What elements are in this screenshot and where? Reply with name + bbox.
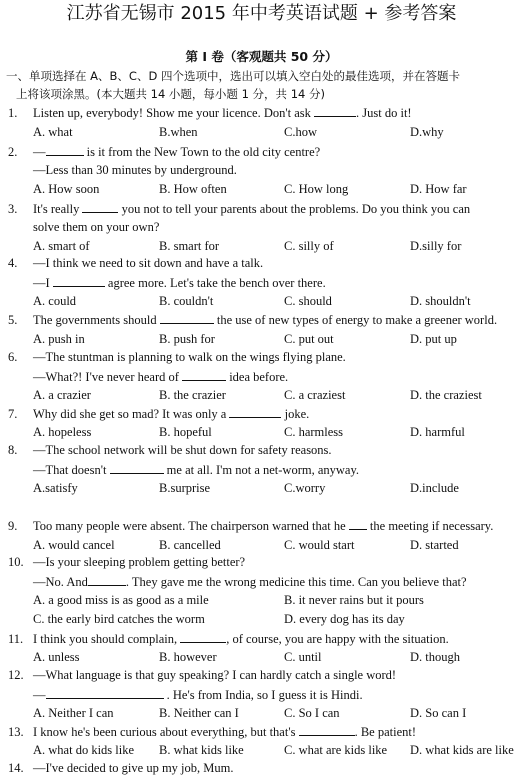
answer-blank (110, 461, 164, 474)
page-title: 江苏省无锡市 2015 年中考英语试题 + 参考答案 (66, 3, 457, 24)
question-line (8, 255, 263, 271)
answer-option: D.include (410, 481, 459, 495)
question-text: . Be patient! (354, 725, 417, 739)
answer-option: D. So can I (410, 706, 467, 720)
answer-option: A. Neither I can (33, 706, 114, 720)
answer-option: B. hopeful (159, 425, 212, 439)
answer-option: A. a good miss is as good as a mile (33, 593, 209, 607)
question-line (8, 723, 416, 740)
answer-option: C. silly of (284, 239, 334, 253)
question-number: 7. (8, 407, 18, 421)
question-line (8, 349, 346, 365)
question-text: me at all. I'm not a net-worm, anyway. (163, 463, 360, 477)
question-text: The governments should (33, 313, 160, 327)
question-line (33, 573, 467, 590)
instruction-line: 上将该项涂黑。(本大题共 14 小题，每小题 1 分，共 14 分) (16, 87, 325, 101)
answer-option: B. cancelled (159, 538, 221, 552)
answer-option: A. hopeless (33, 425, 92, 439)
question-text: solve them on your own? (33, 220, 160, 234)
question-line (8, 667, 396, 683)
answer-option: D.silly for (410, 239, 462, 253)
answer-option: B. smart for (159, 239, 220, 253)
question-text: —The stuntman is planning to walk on the wings flying plane. (33, 350, 346, 364)
question-line (8, 630, 449, 647)
answer-blank (229, 405, 281, 418)
answer-option: A. would cancel (33, 538, 115, 552)
question-line (8, 517, 493, 534)
answer-option: C. harmless (284, 425, 344, 439)
answer-blank (46, 686, 164, 699)
answer-option: B. it never rains but it pours (284, 593, 424, 607)
question-line (33, 368, 288, 385)
question-text: —What?! I've never heard of (33, 370, 183, 384)
question-line (8, 554, 245, 570)
answer-option: B. however (159, 650, 217, 664)
answer-blank (88, 573, 126, 586)
answer-option: B. the crazier (159, 388, 226, 402)
question-text: It's really (33, 202, 83, 216)
answer-option: C.how (284, 125, 317, 139)
instruction-line: 一、单项选择在 A、B、C、D 四个选项中，选出可以填入空白处的最佳选项，并在答题卡 (6, 69, 460, 83)
question-line (33, 219, 159, 235)
answer-blank (314, 104, 356, 117)
answer-blank (160, 311, 214, 324)
question-number: 1. (8, 106, 18, 120)
answer-option: B. Neither can I (159, 706, 239, 720)
question-text: —That doesn't (33, 463, 110, 477)
answer-option: C. put out (284, 332, 334, 346)
question-text: is it from the New Town to the old city centre? (83, 145, 321, 159)
answer-option: A.satisfy (33, 481, 78, 495)
question-number: 6. (8, 350, 18, 364)
question-text: I think you should complain, (33, 632, 181, 646)
question-number: 8. (8, 443, 18, 457)
answer-option: B. couldn't (159, 294, 214, 308)
question-line (8, 442, 332, 458)
answer-option: D. though (410, 650, 460, 664)
question-text: idea before. (226, 370, 289, 384)
question-line (33, 162, 237, 178)
answer-option: A. what (33, 125, 73, 139)
question-text: Too many people were absent. The chairperson warned that he (33, 519, 349, 533)
question-number: 14. (8, 761, 24, 775)
answer-option: D. How far (410, 182, 467, 196)
answer-option: A. unless (33, 650, 80, 664)
answer-option: D. every dog has its day (284, 612, 405, 626)
question-text: —I think we need to sit down and have a talk. (33, 256, 264, 270)
question-text: the meeting if necessary. (366, 519, 494, 533)
section-instructions (6, 67, 518, 103)
answer-option: D. harmful (410, 425, 465, 439)
answer-option: D. put up (410, 332, 457, 346)
answer-option: B. what kids like (159, 743, 244, 757)
answer-option: C. until (284, 650, 322, 664)
answer-option: D. shouldn't (410, 294, 471, 308)
question-line (8, 104, 412, 121)
question-text: , of course, you are happy with the situation. (226, 632, 449, 646)
answer-option: B.surprise (159, 481, 211, 495)
answer-blank (46, 143, 84, 156)
question-text: — (33, 145, 46, 159)
answer-option: C. would start (284, 538, 355, 552)
question-text: I know he's been curious about everything, but that's (33, 725, 299, 739)
answer-option: C. a craziest (284, 388, 346, 402)
answer-option: D. the craziest (410, 388, 482, 402)
answer-option: C. should (284, 294, 332, 308)
question-number: 4. (8, 256, 18, 270)
answer-option: C.worry (284, 481, 326, 495)
answer-option: C. How long (284, 182, 349, 196)
answer-blank (182, 368, 226, 381)
question-text: —I (33, 276, 53, 290)
question-number: 5. (8, 313, 18, 327)
part-title: 第 I 卷（客观题共 50 分） (185, 49, 338, 64)
question-number: 10. (8, 555, 24, 569)
question-text: —Less than 30 minutes by underground. (33, 163, 237, 177)
question-line (8, 143, 320, 160)
question-number: 3. (8, 202, 18, 216)
question-text: —The school network will be shut down for safety reasons. (33, 443, 332, 457)
question-line (8, 200, 470, 217)
answer-blank (82, 200, 118, 213)
question-number: 12. (8, 668, 24, 682)
answer-option: D. started (410, 538, 459, 552)
answer-option: B.when (159, 125, 198, 139)
answer-option: A. How soon (33, 182, 100, 196)
question-number: 13. (8, 725, 24, 739)
answer-option: C. what are kids like (284, 743, 388, 757)
question-text: —What language is that guy speaking? I can hardly catch a single word! (33, 668, 397, 682)
question-line (33, 274, 326, 291)
question-line (8, 405, 309, 422)
question-line (33, 461, 359, 478)
question-text: —No. And (33, 575, 88, 589)
answer-option: A. push in (33, 332, 85, 346)
question-number: 9. (8, 519, 18, 533)
question-text: the use of new types of energy to make a greener world. (213, 313, 498, 327)
answer-option: A. a crazier (33, 388, 91, 402)
question-text: Listen up, everybody! Show me your licence. Don't ask (33, 106, 315, 120)
answer-option: D. what kids are like (410, 743, 514, 757)
answer-option: B. How often (159, 182, 227, 196)
question-text: joke. (281, 407, 310, 421)
answer-option: A. smart of (33, 239, 90, 253)
answer-option: A. what do kids like (33, 743, 135, 757)
answer-blank (180, 630, 226, 643)
question-text: . They gave me the wrong medicine this time. Can you believe that? (125, 575, 467, 589)
answer-blank (299, 723, 355, 736)
question-text: agree more. Let's take the bench over there. (104, 276, 326, 290)
answer-option: C. the early bird catches the worm (33, 612, 205, 626)
answer-blank (349, 517, 367, 530)
question-text: —Is your sleeping problem getting better? (33, 555, 246, 569)
answer-blank (53, 274, 105, 287)
question-text: —I've decided to give up my job, Mum. (33, 761, 234, 775)
question-text: . Just do it! (356, 106, 412, 120)
answer-option: D.why (410, 125, 444, 139)
question-text: — (33, 688, 46, 702)
question-line (8, 311, 497, 328)
question-line (8, 760, 233, 776)
answer-option: C. So I can (284, 706, 340, 720)
question-text: . He's from India, so I guess it is Hindi. (163, 688, 363, 702)
question-number: 11. (8, 632, 24, 646)
question-line (33, 686, 363, 703)
question-text: you not to tell your parents about the problems. Do you think you can (118, 202, 471, 216)
question-number: 2. (8, 145, 18, 159)
question-text: Why did she get so mad? It was only a (33, 407, 230, 421)
answer-option: A. could (33, 294, 77, 308)
answer-option: B. push for (159, 332, 215, 346)
